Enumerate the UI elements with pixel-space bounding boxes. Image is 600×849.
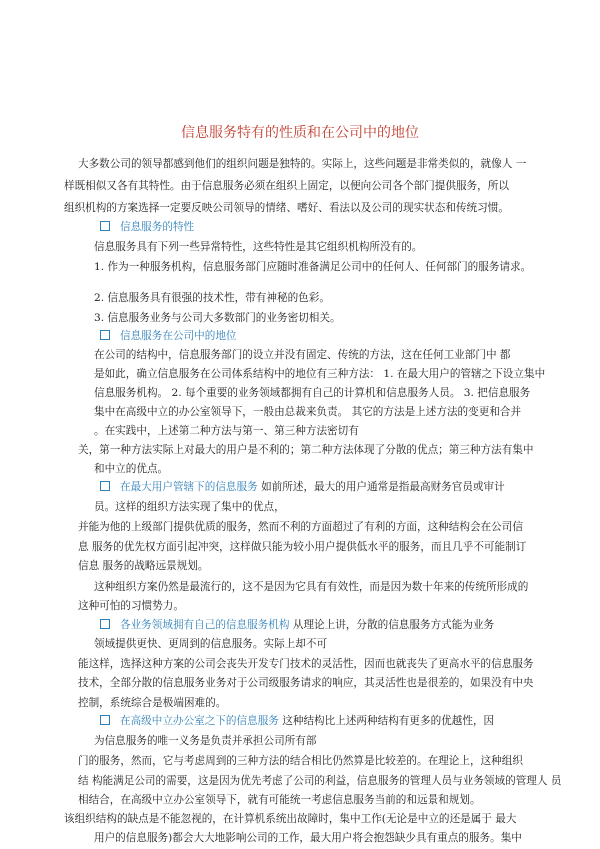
text-line: 样既相似又各有其特性。由于信息服务必须在组织上固定，以便向公司各个部门提供服务，所以 bbox=[64, 180, 509, 192]
section-heading-label: 各业务领域拥有自己的信息服务机构 bbox=[120, 619, 290, 631]
text-line: 该组织结构的缺点是不能忽视的，在计算机系统出故障时，集中工作(无论是中立的还是属于 最大 bbox=[64, 813, 517, 825]
document-title: 信息服务特有的性质和在公司中的地位 bbox=[181, 125, 419, 141]
text-line: 和中立的优点。 bbox=[94, 463, 169, 475]
section-heading bbox=[100, 714, 494, 728]
section-heading-text: 这种结构比上述两种结构有更多的优越性，因 bbox=[278, 715, 495, 727]
section-heading-label: 信息服务在公司中的地位 bbox=[120, 330, 237, 342]
text-line: 这种可怕的习惯势力。 bbox=[78, 600, 184, 612]
text-line: 大多数公司的领导都感到他们的组织问题是独特的。实际上，这些问题是非常类似的，就像人 一 bbox=[78, 158, 527, 170]
text-line: 1. 作为一种服务机构，信息服务部门应随时准备满足公司中的任何人、任何部门的服务请求。 bbox=[94, 261, 532, 273]
text-line: 关，第一种方法实际上对最大的用户是不利的；第二种方法体现了分散的优点；第三种方法有集中 bbox=[78, 444, 534, 456]
text-line: 能这样，选择这种方案的公司会丧失开发专门技术的灵活性，因而也就丧失了更高水平的信息服务 bbox=[78, 658, 534, 670]
text-line: 控制，系统综合是极端困难的。 bbox=[78, 697, 227, 709]
checkbox-square-icon bbox=[100, 715, 110, 725]
text-line: 是如此，确立信息服务在公司体系结构中的地位有三种方法： 1. 在最大用户的管辖之下设立集中 bbox=[94, 368, 546, 380]
checkbox-square-icon bbox=[100, 330, 110, 340]
text-line: 技术，全部分散的信息服务业务对于公司级服务请求的响应，其灵活性也是很差的，如果没有中央 bbox=[78, 677, 534, 689]
text-line: 信息服务具有下列一些异常特性，这些特性是其它组织机构所没有的。 bbox=[94, 241, 423, 253]
text-line: 门的服务，然而，它与考虑周到的三种方法的结合相比仍然算是比较差的。在理论上，这种组织 bbox=[78, 755, 523, 767]
section-heading-text: 如前所述，最大的用户通常是指最高财务官员或审计 bbox=[257, 481, 505, 493]
section-heading-label: 信息服务的特性 bbox=[120, 221, 195, 233]
checkbox-square-icon bbox=[100, 221, 110, 231]
text-line: 集中在高级中立的办公室领导下，一般由总裁来负责。 其它的方法是上述方法的变更和合并 bbox=[94, 406, 522, 418]
text-line: 用户的信息服务)都会大大地影响公司的工作，最大用户将会抱怨缺少具有重点的服务。集中 bbox=[94, 832, 522, 844]
section-heading-label: 在最大用户管辖下的信息服务 bbox=[120, 481, 258, 493]
text-line: 。在实践中，上述第二种方法与第一、第三种方法密切有 bbox=[94, 425, 359, 437]
section-heading-text: 从理论上讲，分散的信息服务方式能为业务 bbox=[289, 619, 495, 631]
text-line: 为信息服务的唯一义务是负责并承担公司所有部 bbox=[94, 735, 317, 747]
section-heading-label: 在高级中立办公室之下的信息服务 bbox=[120, 715, 279, 727]
section-heading bbox=[100, 329, 237, 343]
text-line: 信息 服务的战略远景规划。 bbox=[78, 560, 209, 572]
text-line: 相结合，在高级中立办公室领导下，就有可能统一考虑信息服务当前的和远景和规划。 bbox=[78, 794, 481, 806]
text-line: 2. 信息服务具有很强的技术性，带有神秘的色彩。 bbox=[94, 292, 330, 304]
section-heading bbox=[100, 618, 494, 632]
text-line: 信息服务机构。 2. 每个重要的业务领域都拥有自己的计算机和信息服务人员。 3. 把信息服务 bbox=[94, 387, 531, 399]
checkbox-square-icon bbox=[100, 481, 110, 491]
text-line: 组织机构的方案选择一定要反映公司领导的情绪、嗜好、看法以及公司的现实状态和传统习惯。 bbox=[64, 202, 509, 214]
section-heading bbox=[100, 220, 194, 234]
text-line: 这种组织方案仍然是最流行的，这不是因为它具有有效性，而是因为数十年来的传统所形成的 bbox=[94, 581, 529, 593]
text-line: 领域提供更快、更周到的信息服务。实际上却不可 bbox=[94, 638, 328, 650]
text-line: 员。这样的组织方法实现了集中的优点， bbox=[94, 501, 285, 513]
text-line: 在公司的结构中，信息服务部门的设立并没有固定、传统的方法，这在任何工业部门中 都 bbox=[94, 349, 511, 361]
text-line: 息 服务的优先权方面引起冲突，这样做只能为较小用户提供低水平的服务，而且几乎不可能制订 bbox=[78, 541, 527, 553]
text-line: 结 构能满足公司的需要，这是因为优先考虑了公司的利益，信息服务的管理人员与业务领域的管理人 员 bbox=[78, 775, 562, 787]
text-line: 并能为他的上级部门提供优质的服务，然而不利的方面超过了有利的方面，这种结构会在公司信 bbox=[78, 521, 523, 533]
checkbox-square-icon bbox=[100, 619, 110, 629]
section-heading bbox=[100, 480, 505, 494]
text-line: 3. 信息服务业务与公司大多数部门的业务密切相关。 bbox=[94, 312, 341, 324]
